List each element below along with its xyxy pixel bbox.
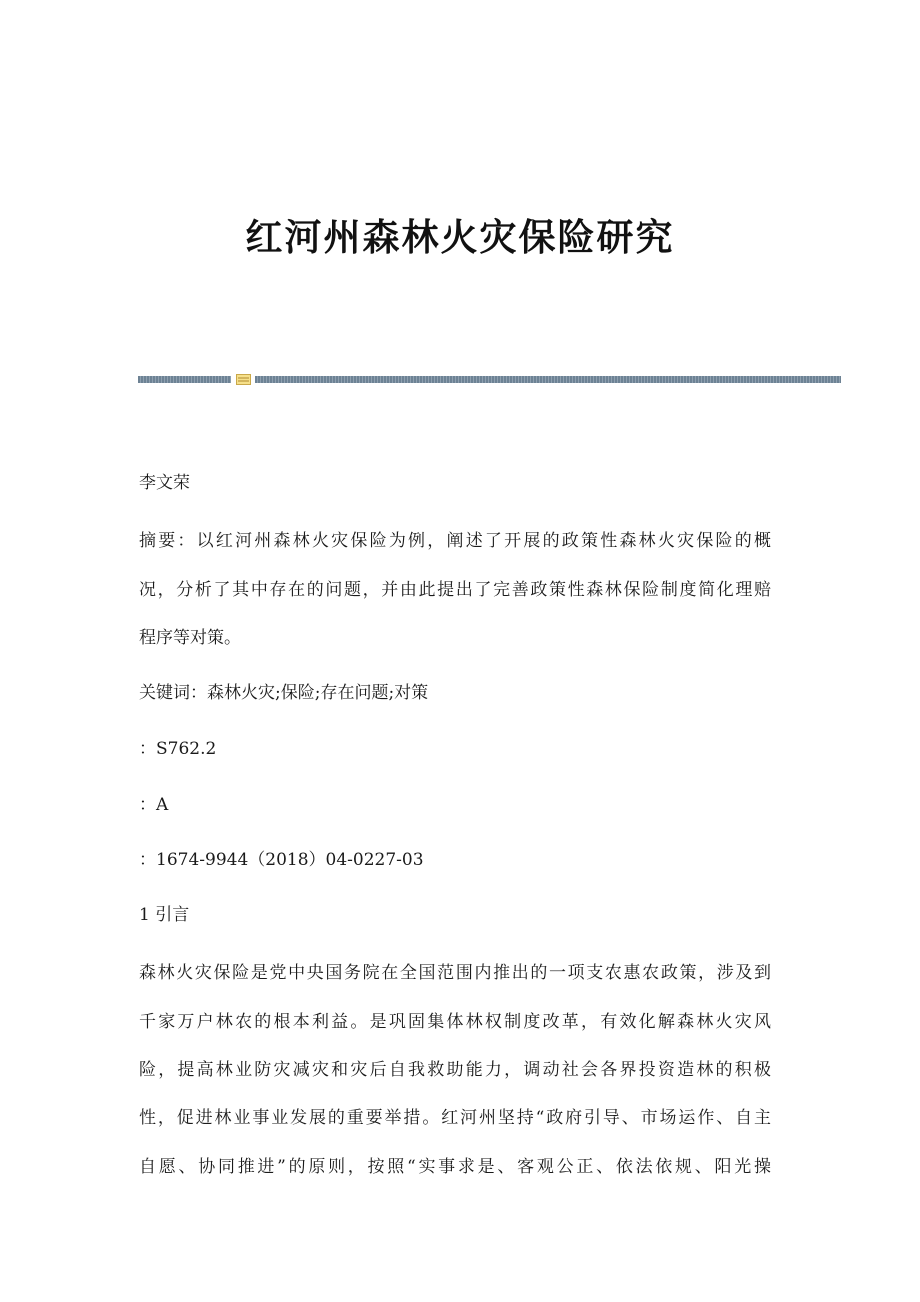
divider-ornament-icon <box>236 374 251 385</box>
section-heading: 1 引言 <box>139 905 190 925</box>
abstract-line: 摘要：以红河州森林火灾保险为例，阐述了开展的政策性森林火灾保险的概 <box>139 531 771 551</box>
title-divider <box>138 374 841 386</box>
author-name: 李文荣 <box>139 473 190 493</box>
abstract-line: 况，分析了其中存在的问题，并由此提出了完善政策性森林保险制度简化理赔 <box>139 580 771 600</box>
body-line: 性，促进林业事业发展的重要举措。红河州坚持“政府引导、市场运作、自主 <box>139 1108 771 1128</box>
body-line: 险，提高林业防灾减灾和灾后自我救助能力，调动社会各界投资造林的积极 <box>139 1060 771 1080</box>
body-line: 自愿、协同推进”的原则，按照“实事求是、客观公正、依法依规、阳光操 <box>139 1157 771 1177</box>
abstract-line: 程序等对策。 <box>139 628 241 648</box>
page-title: 红河州森林火灾保险研究 <box>245 216 675 259</box>
body-line: 森林火灾保险是党中央国务院在全国范围内推出的一项支农惠农政策，涉及到 <box>139 963 771 983</box>
article-id: ：1674-9944（2018）04-0227-03 <box>139 850 424 870</box>
divider-bar-right <box>255 376 841 383</box>
keywords: 关键词：森林火灾;保险;存在问题;对策 <box>139 683 429 703</box>
document-code: ：A <box>139 795 169 815</box>
body-line: 千家万户林农的根本利益。是巩固集体林权制度改革，有效化解森林火灾风 <box>139 1012 771 1032</box>
divider-bar-left <box>138 376 231 383</box>
classification-number: ：S762.2 <box>139 739 217 759</box>
